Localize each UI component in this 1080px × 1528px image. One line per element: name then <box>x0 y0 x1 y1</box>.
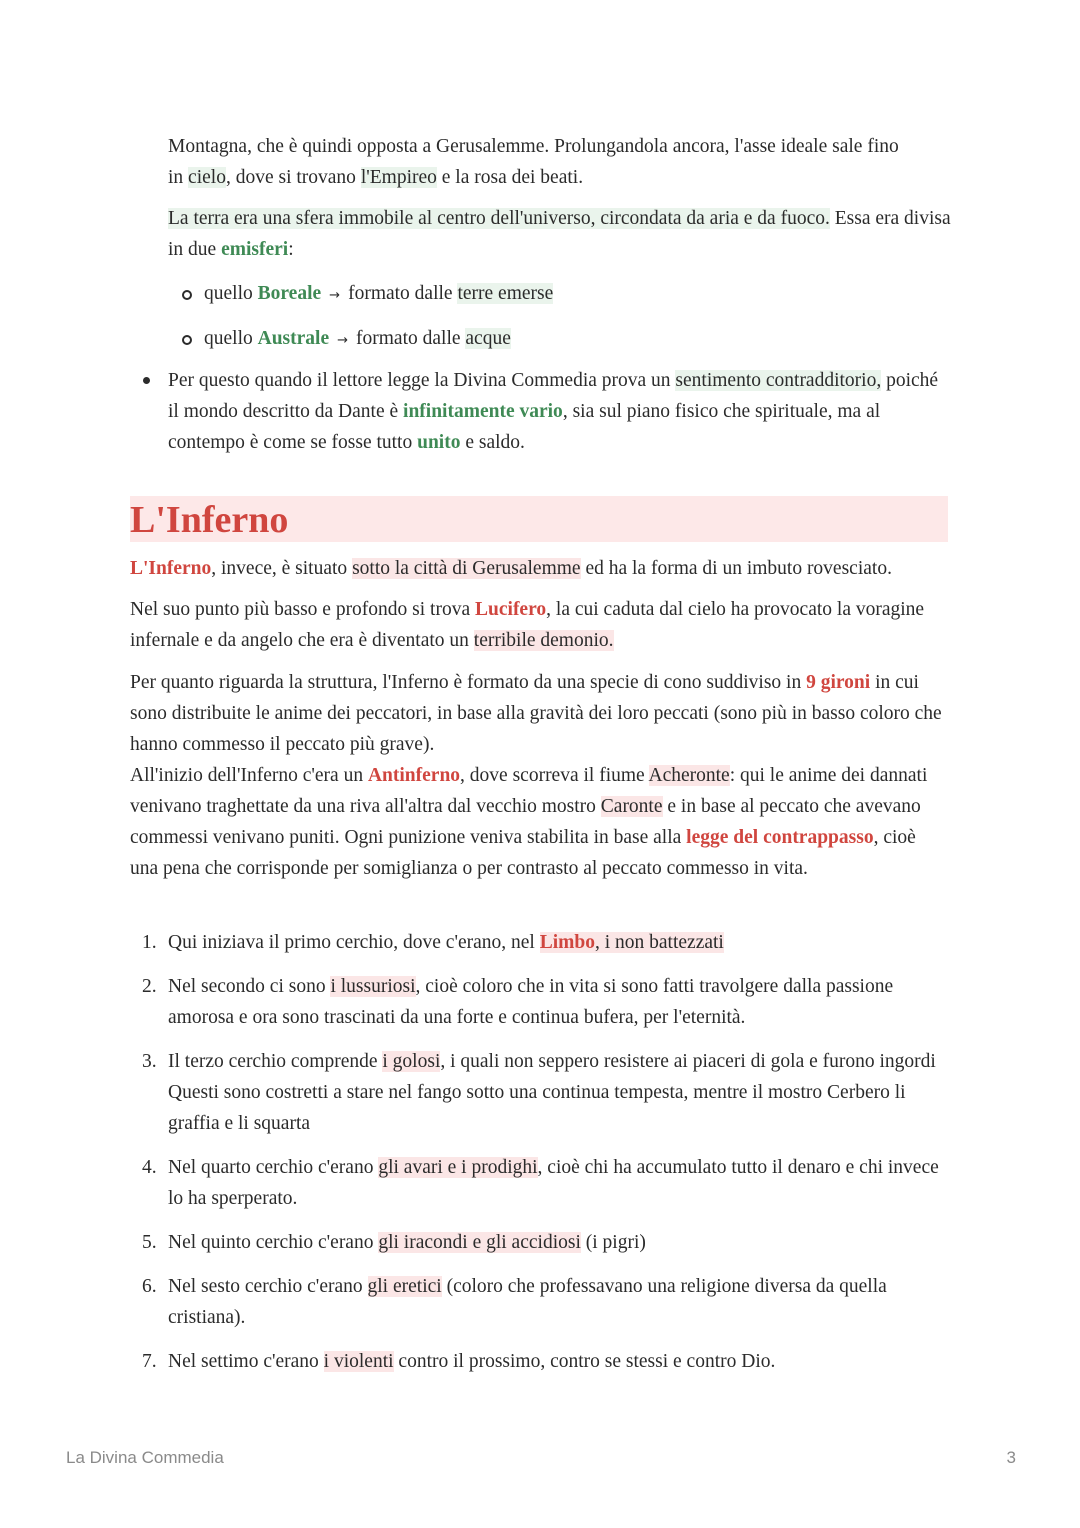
item-text: Nel settimo c'erano <box>168 1351 324 1372</box>
page-number: 3 <box>1006 1448 1016 1467</box>
demonio-highlight: terribile demonio. <box>473 630 614 651</box>
circles-list <box>130 927 948 1377</box>
p3-text: in cui sono distribuite le anime dei peccatori, in base alla gravità dei loro peccati (sono più in basso coloro che hanno commesso il peccato più grave). <box>130 672 942 755</box>
cielo-highlight: cielo <box>188 167 226 188</box>
empireo-highlight: l'Empireo <box>360 167 437 188</box>
item-number: 3. <box>142 1051 157 1072</box>
intro-text: , dove si trovano <box>225 167 361 188</box>
caronte-highlight: Caronte <box>600 796 663 817</box>
lucifero-term: Lucifero <box>475 599 547 620</box>
inferno-paragraph-4 <box>130 760 948 884</box>
footer-title: La Divina Commedia <box>66 1448 224 1467</box>
terra-text: Essa era divisa in due <box>168 208 951 260</box>
p2-text: , la cui caduta dal cielo ha provocato la voragine infernale e da angelo che era è diventato un <box>130 599 925 651</box>
australe-term: Australe <box>257 328 330 349</box>
item-text: formato dalle <box>356 328 466 349</box>
item-text: Il terzo cerchio comprende <box>168 1051 383 1072</box>
item-text: Nel quarto cerchio c'erano <box>168 1157 379 1178</box>
inferno-paragraph-1 <box>130 553 948 584</box>
intro-text: e la rosa dei beati. <box>436 167 584 188</box>
unito-term: unito <box>417 432 461 453</box>
section-heading-block <box>130 496 948 542</box>
item-text: , cioè coloro che in vita si sono fatti travolgere dalla passione amorosa e ora sono trascinati da una forte e continua bufera, per l'eternità. <box>168 976 894 1028</box>
list-item <box>130 1227 948 1258</box>
item-highlight: , i non battezzati <box>594 932 724 953</box>
item-text: formato dalle <box>348 283 458 304</box>
terra-text: : <box>288 239 294 260</box>
acheronte-highlight: Acheronte <box>648 765 730 786</box>
intro-paragraph <box>168 131 958 193</box>
item-number: 2. <box>142 976 157 997</box>
item-highlight: i violenti <box>323 1351 394 1372</box>
list-item <box>130 1152 948 1214</box>
p4-text: : qui le anime dei dannati venivano traghettate da una riva all'altra dal vecchio mostro <box>130 765 928 817</box>
item-number: 7. <box>142 1351 157 1372</box>
list-item <box>130 1271 948 1333</box>
item-text: Nel quinto cerchio c'erano <box>168 1232 379 1253</box>
item-text: Nel sesto cerchio c'erano <box>168 1276 368 1297</box>
p1-text: ed ha la forma di un imbuto rovesciato. <box>580 558 892 579</box>
p4-text: , cioè una pena che corrisponde per somiglianza o per contrasto al peccato commesso in vita. <box>130 827 916 879</box>
terra-paragraph <box>168 203 958 265</box>
limbo-term: Limbo <box>539 932 595 953</box>
p3-text: Per quanto riguarda la struttura, l'Inferno è formato da una specie di cono suddiviso in <box>130 672 807 693</box>
inferno-paragraph-2 <box>130 594 948 656</box>
hemisphere-list <box>180 278 940 356</box>
bullet-text: poiché il mondo descritto da Dante è <box>168 370 939 422</box>
list-item <box>130 1046 948 1139</box>
item-text: Qui iniziava il primo cerchio, dove c'erano, nel <box>168 932 540 953</box>
item-text: contro il prossimo, contro se stessi e contro Dio. <box>393 1351 776 1372</box>
bullet-text: , sia sul piano fisico che spirituale, ma al contempo è come se fosse tutto <box>168 401 881 453</box>
section-title: L'Inferno <box>130 499 289 541</box>
p4-text: All'inizio dell'Inferno c'era un <box>130 765 368 786</box>
acque-highlight: acque <box>465 328 511 349</box>
gironi-term: 9 gironi <box>806 672 871 693</box>
antinferno-term: Antinferno <box>367 765 461 786</box>
item-text: , i quali non seppero resistere ai piaceri di gola e furono ingordi Questi sono costretti a stare nel fango sotto una continua tempesta, mentre il mostro Cerbero li graffia e li squarta <box>168 1051 936 1134</box>
bullet-text: e saldo. <box>460 432 525 453</box>
list-item <box>130 1346 948 1377</box>
item-text: Nel secondo ci sono <box>168 976 331 997</box>
item-number: 1. <box>142 932 157 953</box>
item-text: (coloro che professavano una religione diversa da quella cristiana). <box>168 1276 887 1328</box>
list-item <box>130 971 948 1033</box>
item-number: 4. <box>142 1157 157 1178</box>
p4-text: , dove scorreva il fiume <box>460 765 649 786</box>
arrow-right-icon: → <box>337 333 349 348</box>
gerusalemme-highlight: sotto la città di Gerusalemme <box>352 558 581 579</box>
inferno-paragraph-3 <box>130 667 948 884</box>
p4-text: e in base al peccato che avevano commessi venivano puniti. Ogni punizione veniva stabilita in base alla <box>130 796 921 848</box>
inferno-term: L'Inferno <box>130 558 212 579</box>
emisferi-term: emisferi <box>221 239 289 260</box>
p1-text: , invece, è situato <box>211 558 353 579</box>
intro-text: in <box>168 167 189 188</box>
item-text: (i pigri) <box>580 1232 646 1253</box>
item-text: , cioè chi ha accumulato tutto il denaro e chi invece lo ha sperperato. <box>168 1157 939 1209</box>
bullet-paragraph <box>168 365 948 458</box>
vario-term: infinitamente vario <box>403 401 563 422</box>
intro-line1: Montagna, che è quindi opposta a Gerusalemme. Prolungandola ancora, l'asse ideale sale fino <box>168 136 899 157</box>
list-item <box>180 323 940 356</box>
item-number: 6. <box>142 1276 157 1297</box>
item-highlight: gli eretici <box>367 1276 442 1297</box>
item-highlight: gli avari e i prodighi <box>378 1157 538 1178</box>
item-number: 5. <box>142 1232 157 1253</box>
item-highlight: gli iracondi e gli accidiosi <box>378 1232 581 1253</box>
terre-emerse-highlight: terre emerse <box>457 283 554 304</box>
list-item <box>180 278 940 311</box>
item-text: quello <box>204 328 258 349</box>
contrappasso-term: legge del contrappasso <box>686 827 874 848</box>
boreale-term: Boreale <box>257 283 322 304</box>
p2-text: Nel suo punto più basso e profondo si trova <box>130 599 476 620</box>
item-highlight: i golosi <box>382 1051 441 1072</box>
sentimento-highlight: sentimento contradditorio, <box>675 370 882 391</box>
list-item <box>130 927 948 958</box>
item-text: quello <box>204 283 258 304</box>
bullet-text: Per questo quando il lettore legge la Divina Commedia prova un <box>168 370 676 391</box>
bullet-icon <box>143 377 150 384</box>
arrow-right-icon: → <box>329 288 341 303</box>
item-highlight: i lussuriosi <box>330 976 416 997</box>
terra-highlight: La terra era una sfera immobile al centro dell'universo, circondata da aria e da fuoco. <box>168 208 830 229</box>
